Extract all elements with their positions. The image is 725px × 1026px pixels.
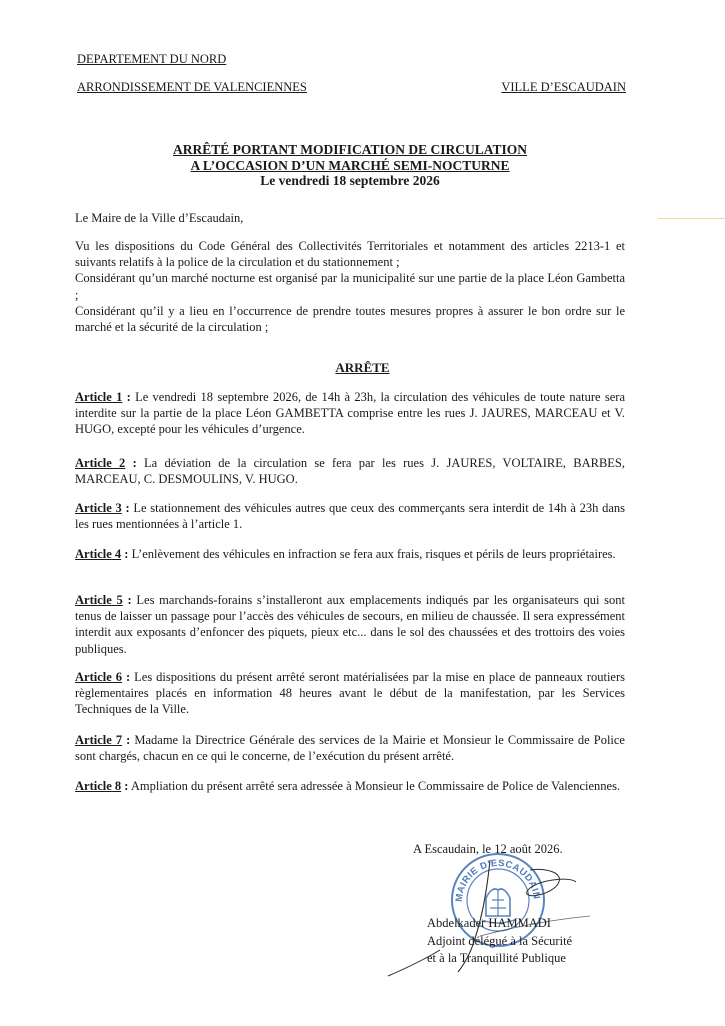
article-label: Article 3 [75, 501, 122, 515]
stamp-text: MAIRIE D'ESCAUDAIN [453, 857, 543, 903]
title-line-2: A L’OCCASION D’UN MARCHÉ SEMI-NOCTURNE [190, 157, 510, 173]
place-and-date: A Escaudain, le 12 août 2026. [413, 842, 563, 856]
arrete-heading-text: ARRÊTE [335, 360, 390, 375]
article-4: Article 4 : L’enlèvement des véhicules en infraction se fera aux frais, risques et périls de leurs propriétaires. [75, 547, 616, 561]
article-label: Article 6 [75, 670, 123, 684]
ville-header: VILLE D’ESCAUDAIN [501, 80, 626, 94]
article-label: Article 1 [75, 390, 123, 404]
article-5: Article 5 : Les marchands-forains s’installeront aux emplacements indiqués par les organisateurs qui sont tenus de laisser un passage pour l’accès des véhicules de secours, en milieu de chaussée. Il sera expressément interdit aux exposants d’enfoncer des piquets, pieux etc... dans le sol des chaussées et des trottoirs des voies publiques. [75, 593, 626, 656]
title-date: Le vendredi 18 septembre 2026 [260, 173, 440, 188]
article-text: Madame la Directrice Générale des services de la Mairie et Monsieur le Commissaire de Police sont chargés, chacun en ce qui le concerne, de l’exécution du présent arrêté. [75, 733, 625, 764]
signatory-title-line-2: et à la Tranquillité Publique [427, 951, 566, 965]
article-3: Article 3 : Le stationnement des véhicules autres que ceux des commerçants sera interdit de 14h à 23h dans les rues mentionnées à l’article 1. [75, 501, 626, 532]
article-text: La déviation de la circulation se fera par les rues J. JAURES, VOLTAIRE, BARBES, MARCEAU, C. DESMOULINS, V. HUGO. [75, 456, 625, 487]
considerant-3: Considérant qu’il y a lieu en l’occurrence de prendre toutes mesures propres à assurer le bon ordre sur le marché et la sécurité de la circulation ; [75, 303, 625, 335]
department-header: DEPARTEMENT DU NORD [77, 52, 227, 66]
article-text: Ampliation du présent arrêté sera adressée à Monsieur le Commissaire de Police de Valenciennes. [128, 779, 621, 793]
article-7: Article 7 : Madame la Directrice Générale des services de la Mairie et Monsieur le Commissaire de Police sont chargés, chacun en ce qui le concerne, de l’exécution du présent arrêté. [75, 733, 625, 764]
arrondissement-header: ARRONDISSEMENT DE VALENCIENNES [77, 80, 307, 94]
article-text: L’enlèvement des véhicules en infraction se fera aux frais, risques et périls de leurs propriétaires. [128, 547, 616, 561]
document-title [60, 142, 640, 189]
article-label: Article 4 [75, 547, 122, 561]
title-line-1: ARRÊTÉ PORTANT MODIFICATION DE CIRCULATION [172, 142, 528, 157]
signatory-title-line-1: Adjoint délégué à la Sécurité [427, 934, 573, 948]
article-label: Article 7 [75, 733, 123, 747]
article-text: Le vendredi 18 septembre 2026, de 14h à 23h, la circulation des véhicules de toute nature sera interdite sur la partie de la place Léon GAMBETTA comprise entre les rues J. JAURES, MARCEAU et V. HUGO, excepté pour les véhicules d’urgence. [75, 390, 625, 437]
signatory-name: Abdelkader HAMMADI [427, 916, 551, 930]
article-6: Article 6 : Les dispositions du présent arrêté seront matérialisées par la mise en place de panneaux routiers règlementaires placés en information 48 heures avant le début de la manifestation, par les Services Techniques de la Ville. [75, 670, 626, 717]
article-label: Article 2 [75, 456, 126, 470]
considerant-2: Considérant qu’un marché nocturne est organisé par la municipalité sur une partie de la place Léon Gambetta ; [75, 271, 625, 302]
article-text: Le stationnement des véhicules autres que ceux des commerçants sera interdit de 14h à 23h dans les rues mentionnées à l’article 1. [75, 501, 626, 532]
intro-paragraph: Le Maire de la Ville d’Escaudain, [75, 211, 244, 225]
article-label: Article 8 [75, 779, 122, 793]
article-label: Article 5 [75, 593, 123, 607]
arrete-heading [0, 360, 725, 376]
article-text: Les marchands-forains s’installeront aux emplacements indiqués par les organisateurs qui sont tenus de laisser un passage pour l’accès des véhicules de secours, en milieu de chaussée. Il sera expressément interdit aux exposants d’enfoncer des piquets, pieux etc... dans le sol des chaussées et des trottoirs des voies publiques. [75, 593, 626, 656]
margin-mark [658, 218, 725, 219]
article-8: Article 8 : Ampliation du présent arrêté sera adressée à Monsieur le Commissaire de Police de Valenciennes. [75, 779, 621, 793]
considerants [75, 238, 625, 335]
article-2: Article 2 : La déviation de la circulation se fera par les rues J. JAURES, VOLTAIRE, BARBES, MARCEAU, C. DESMOULINS, V. HUGO. [75, 456, 625, 487]
handwritten-signature [380, 850, 600, 980]
considerant-1: Vu les dispositions du Code Général des Collectivités Territoriales et notamment des articles 2213-1 et suivants relatifs à la police de la circulation et du stationnement ; [75, 239, 625, 270]
article-text: Les dispositions du présent arrêté seront matérialisées par la mise en place de panneaux routiers règlementaires placés en information 48 heures avant le début de la manifestation, par les Services Techniques de la Ville. [75, 670, 626, 717]
article-1: Article 1 : Le vendredi 18 septembre 2026, de 14h à 23h, la circulation des véhicules de toute nature sera interdite sur la partie de la place Léon GAMBETTA comprise entre les rues J. JAURES, MARCEAU et V. HUGO, excepté pour les véhicules d’urgence. [75, 390, 625, 437]
